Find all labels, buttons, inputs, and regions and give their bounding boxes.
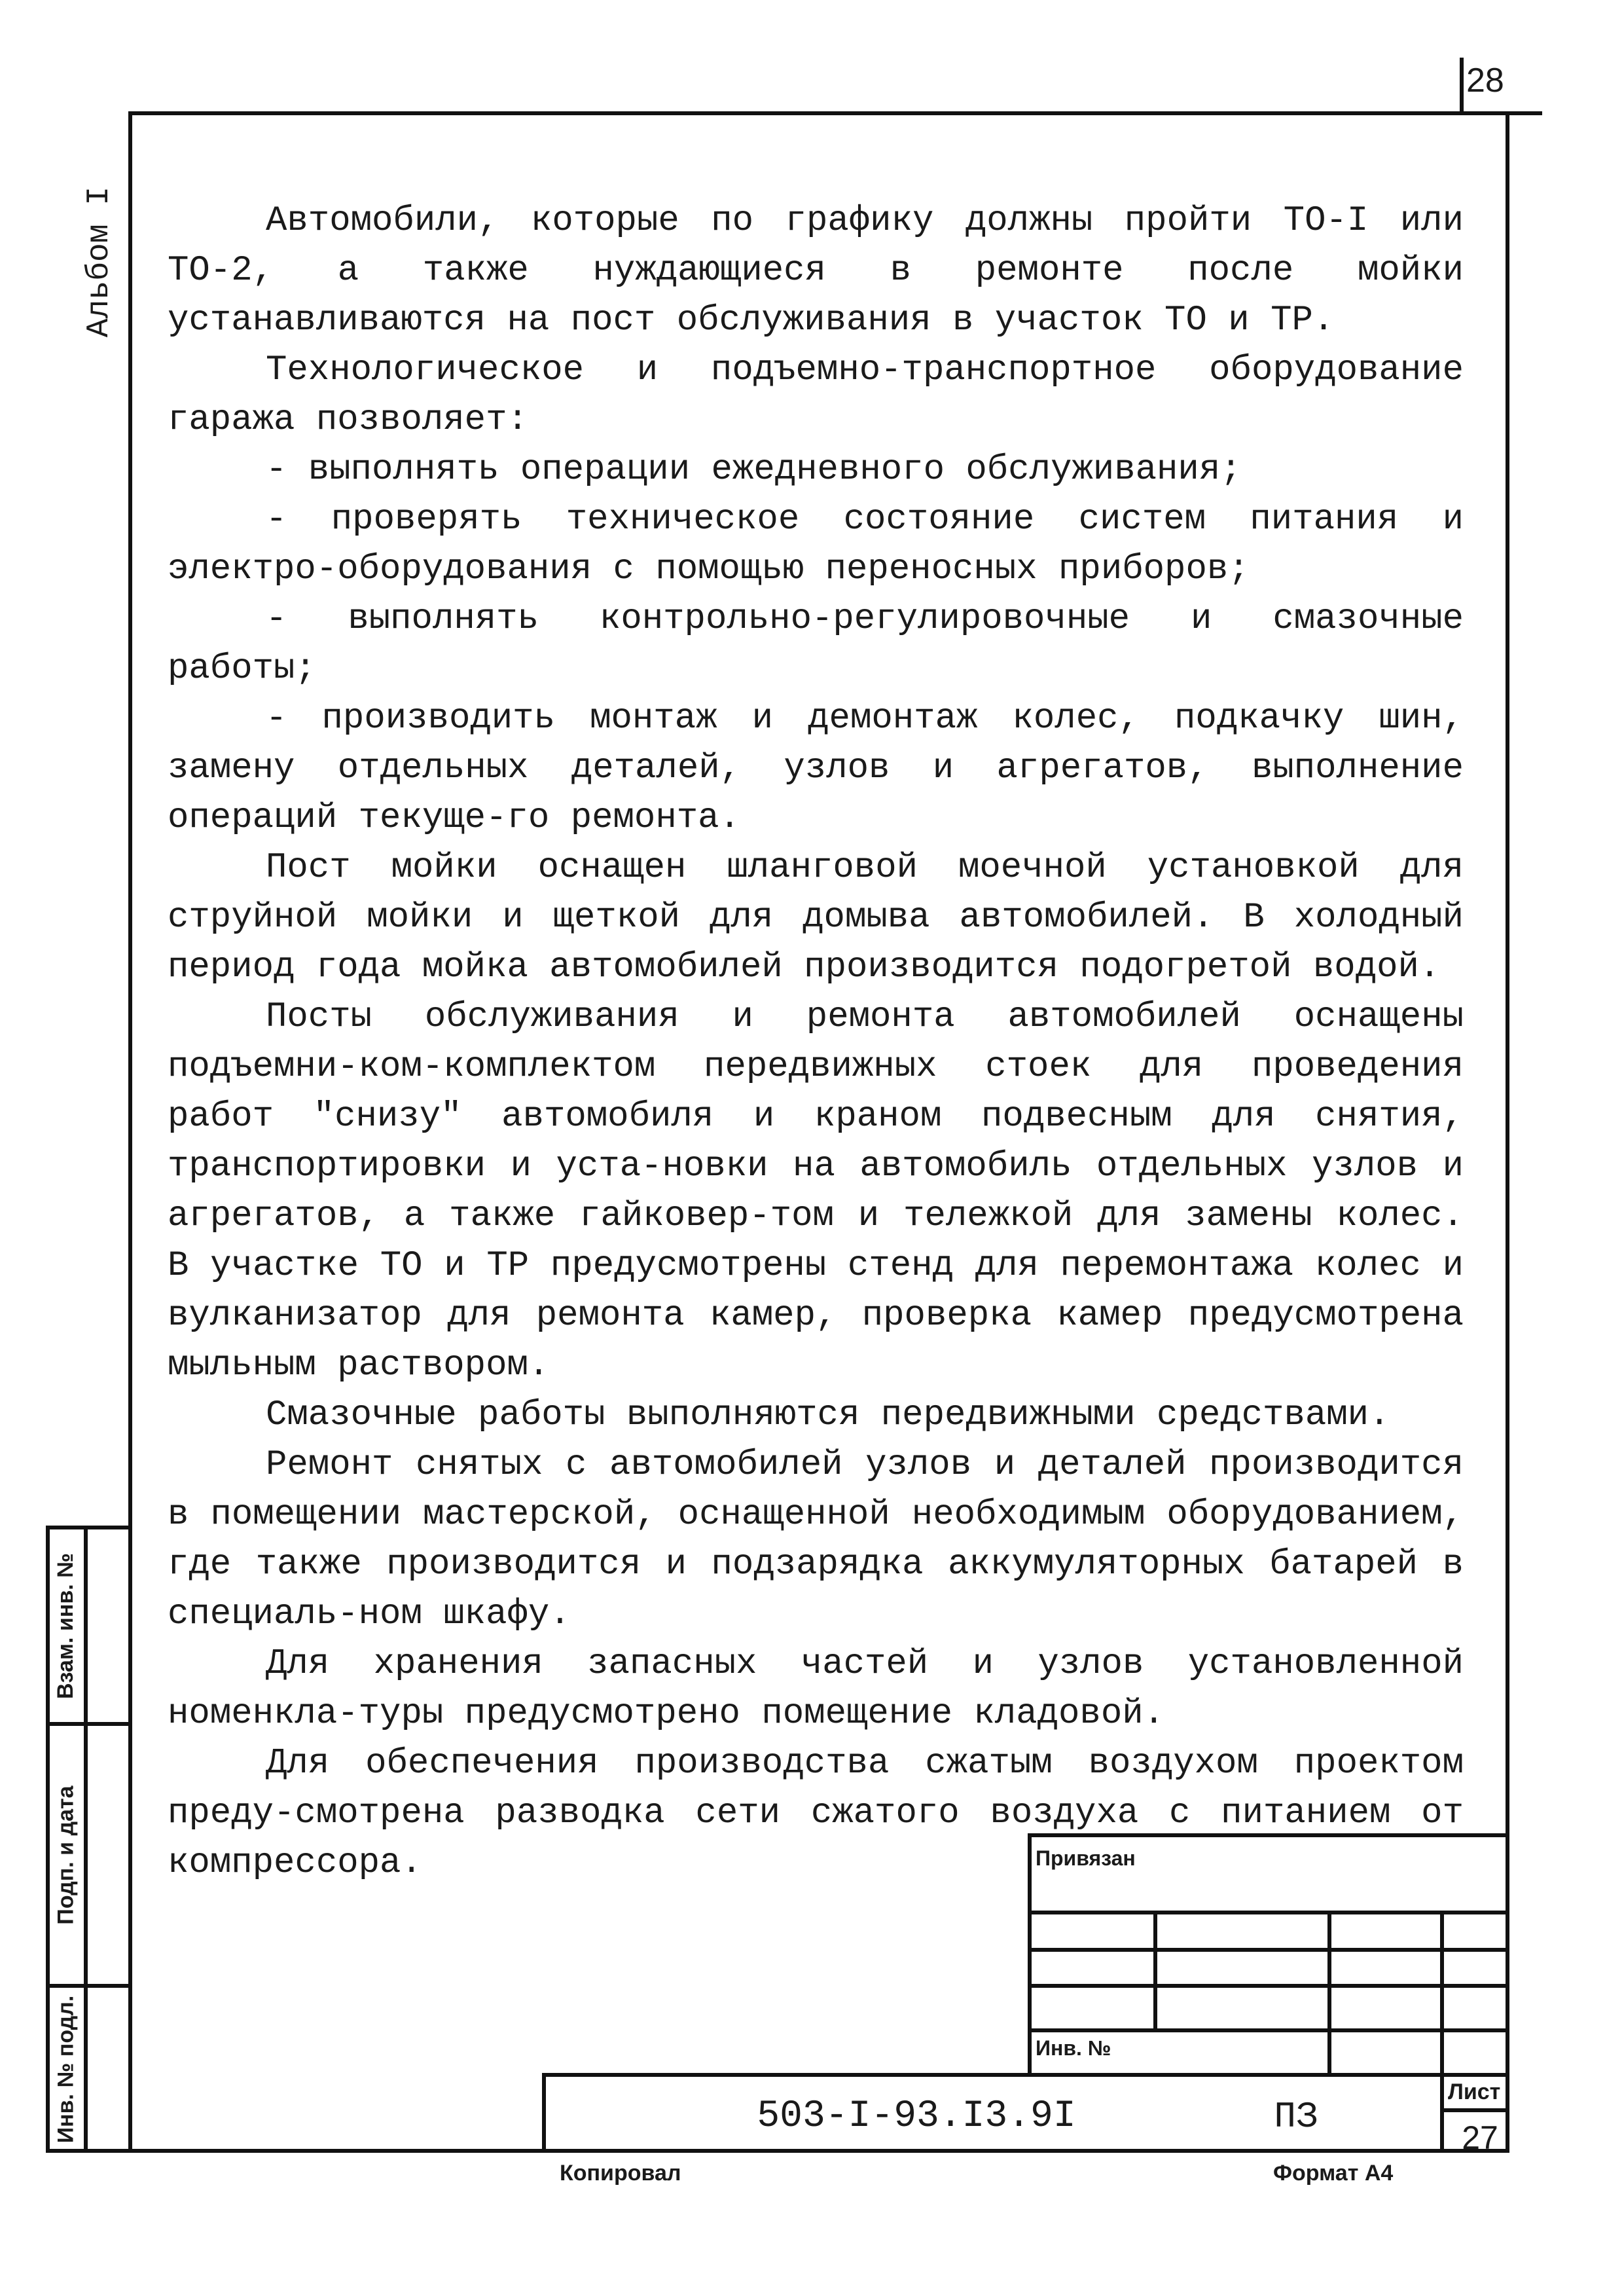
tb-col-3 [1440, 1911, 1444, 2153]
tb-top [1028, 1833, 1509, 1837]
side-stamp-podp-data [48, 1726, 84, 1984]
frame-top [128, 111, 1542, 115]
frame-right [1506, 111, 1509, 2153]
side-stamp-inv-podl-label: Инв. № подл. [53, 1995, 79, 2143]
paragraph: Для хранения запасных частей и узлов установленной номенкла-туры предусмотрено помещение кладовой. [168, 1644, 1464, 1734]
side-stamp-vzam-inv-label: Взам. инв. № [53, 1552, 79, 1699]
copied-label: Копировал [560, 2161, 681, 2186]
sheet-number: 27 [1462, 2119, 1498, 2156]
paragraph: Автомобили, которые по графику должны пройти ТО-I или ТО-2, а также нуждающиеся в ремонте после мойки устанавливаются на пост обслуживания в участок ТО и ТР. [168, 201, 1464, 340]
stamp-left [542, 2073, 546, 2153]
stamp-top [542, 2073, 1509, 2077]
tb-col-2 [1327, 1911, 1331, 2076]
tb-col-1 [1153, 1911, 1157, 2030]
paragraph: Для обеспечения производства сжатым воздухом проектом преду-смотрена разводка сети сжатого воздуха с питанием от компрессора. [168, 1744, 1464, 1883]
side-stamp-vzam-inv [48, 1529, 84, 1722]
document-section: ПЗ [1274, 2096, 1318, 2138]
privyazan-label: Привязан [1036, 1846, 1136, 1870]
frame-left [128, 111, 132, 2153]
page-number-divider [1460, 58, 1464, 113]
tb-left [1028, 1833, 1032, 2076]
list-item: - производить монтаж и демонтаж колес, подкачку шин, замену отдельных деталей, узлов и агрегатов, выполнение операций текуще-го ремонта. [168, 699, 1464, 838]
paragraph: Пост мойки оснащен шланговой моечной установкой для струйной мойки и щеткой для домыва автомобилей. В холодный период года мойка автомобилей производится подогретой водой. [168, 848, 1464, 987]
sheet-label: Лист [1448, 2079, 1501, 2104]
side-stamp-inv-podl [48, 1988, 84, 2150]
list-item: - выполнять контрольно-регулировочные и смазочные работы; [168, 599, 1464, 689]
album-label [73, 177, 126, 347]
paragraph: Технологическое и подъемно-транспортное оборудование гаража позволяет: [168, 350, 1464, 440]
album-label-text: Альбом I [82, 186, 117, 338]
format-label: Формат А4 [1273, 2161, 1394, 2186]
tb-row-3 [1028, 1984, 1509, 1988]
page-number: 28 [1466, 62, 1504, 100]
list-item: - проверять техническое состояние систем питания и электро-оборудования с помощью переносных приборов; [168, 500, 1464, 589]
side-stamp-podp-data-label: Подп. и дата [53, 1785, 79, 1925]
list-item: - выполнять операции ежедневного обслуживания; [266, 450, 1242, 490]
side-stamp-divider [84, 1526, 88, 2153]
tb-row-1 [1028, 1911, 1509, 1914]
tb-row-4 [1028, 2028, 1509, 2032]
document-code: 503-I-93.I3.9I [757, 2095, 1076, 2138]
paragraph: Смазочные работы выполняются передвижными средствами. [266, 1395, 1390, 1435]
document-body [168, 196, 1464, 1888]
paragraph: Посты обслуживания и ремонта автомобилей оснащены подъемни-ком-комплектом передвижных стоек для проведения работ "снизу" автомобиля и краном подвесным для снятия, транспортировки и уста-новки на автомобиль отдельных узлов и агрегатов, а также гайковер-том и тележкой для замены колес. В участке ТО и ТР предусмотрены стенд для перемонтажа колес и вулканизатор для ремонта камер, проверка камер предусмотрена мыльным раствором. [168, 997, 1464, 1385]
tb-row-2 [1028, 1948, 1509, 1952]
frame-bottom [46, 2149, 1509, 2153]
inv-no-label: Инв. № [1036, 2036, 1111, 2060]
paragraph: Ремонт снятых с автомобилей узлов и деталей производится в помещении мастерской, оснащенной необходимым оборудованием, где также производится и подзарядка аккумуляторных батарей в специаль-ном шкафу. [168, 1445, 1464, 1634]
